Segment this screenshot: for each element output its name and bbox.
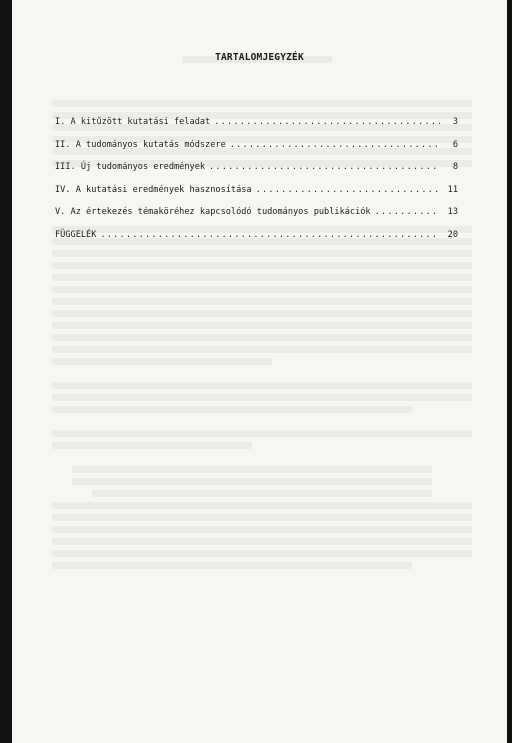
toc-entry-5 xyxy=(55,207,458,218)
toc-entry-page-number: 11 xyxy=(447,184,458,195)
toc-entry-label: FÜGGELÉK xyxy=(55,229,97,240)
toc-entry-label: III. Új tudományos eredmények xyxy=(55,162,206,172)
toc-entry-label: I. A kitűzött kutatási feladat xyxy=(55,117,211,127)
toc-entry-3 xyxy=(55,162,458,173)
toc-entry-label: II. A tudományos kutatás módszere xyxy=(55,139,226,150)
toc-entry-page-number: 8 xyxy=(452,162,458,172)
document-page xyxy=(12,0,507,743)
toc-entry-page-number: 13 xyxy=(447,207,458,217)
toc-entry-2 xyxy=(55,140,458,151)
table-of-contents xyxy=(55,117,458,252)
page-title: TARTALOMJEGYZÉK xyxy=(215,52,304,63)
toc-entry-page-number: 6 xyxy=(452,139,458,150)
toc-entry-page-number: 20 xyxy=(447,229,458,240)
toc-entry-label: V. Az értekezés témaköréhez kapcsolódó tudományos publikációk xyxy=(55,207,371,217)
toc-entry-label: IV. A kutatási eredmények hasznosítása xyxy=(55,184,252,195)
toc-leader-dots xyxy=(375,207,440,217)
toc-leader-dots xyxy=(209,162,440,172)
toc-entry-4 xyxy=(55,185,458,196)
toc-entry-6 xyxy=(55,230,458,241)
toc-entry-1 xyxy=(55,117,458,128)
show-through-text xyxy=(12,0,507,743)
toc-leader-dots xyxy=(100,230,440,240)
toc-entry-page-number: 3 xyxy=(452,117,458,127)
toc-leader-dots xyxy=(256,185,440,195)
toc-leader-dots xyxy=(214,117,440,127)
toc-leader-dots xyxy=(230,140,440,150)
